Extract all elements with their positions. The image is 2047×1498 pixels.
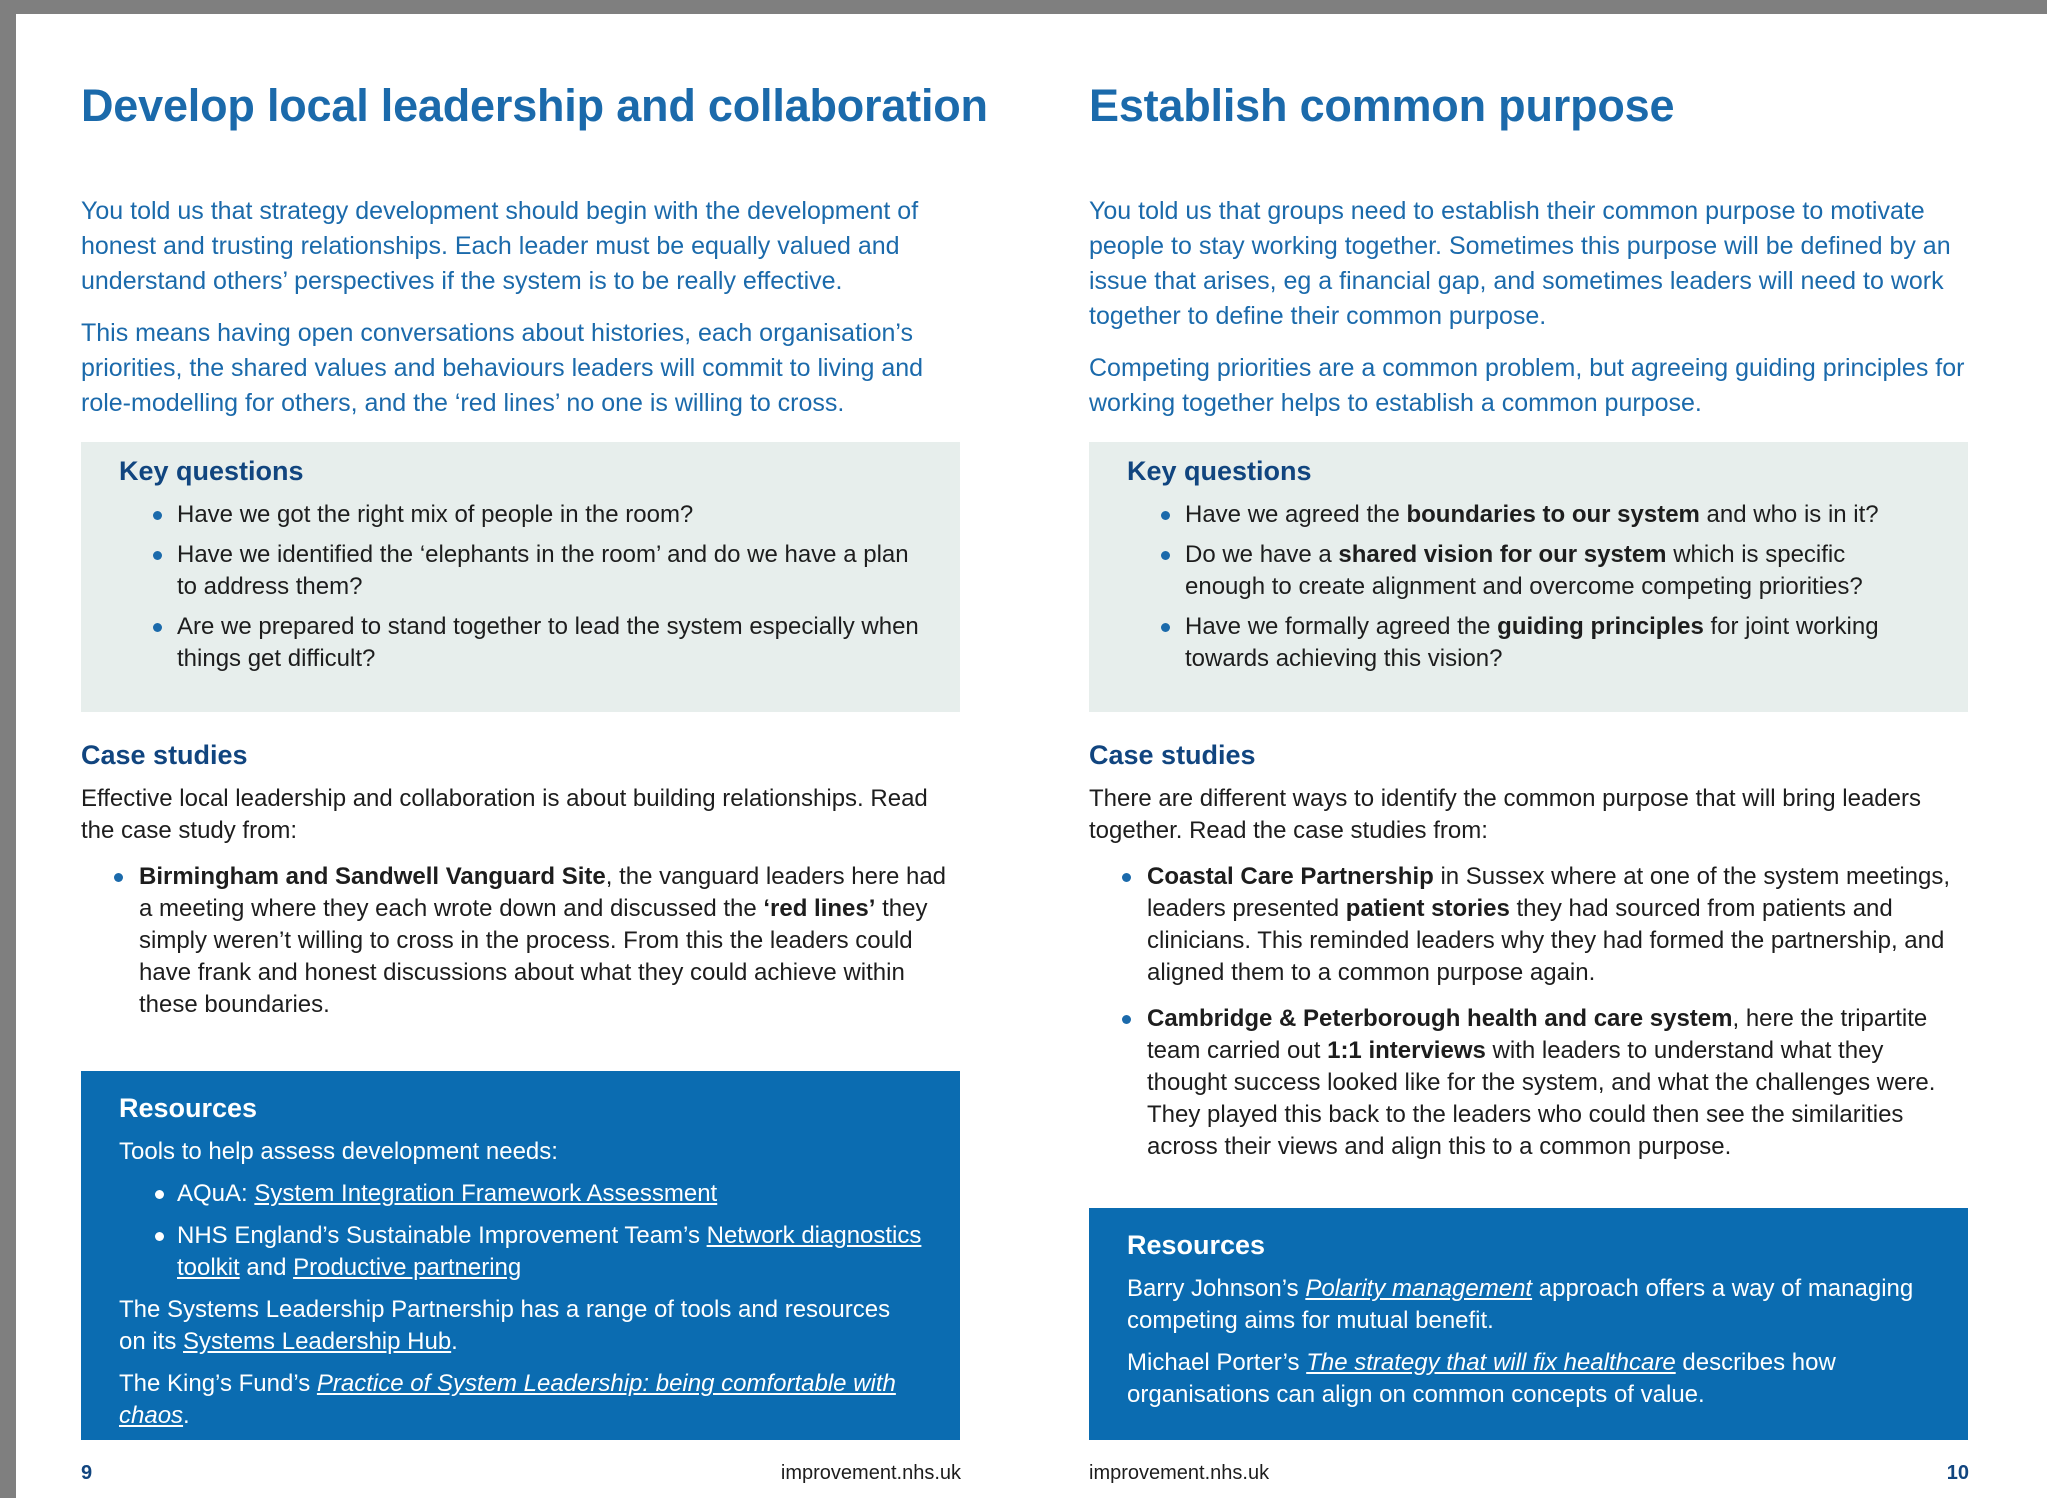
list-item [119, 1178, 922, 1210]
list-item: Are we prepared to stand together to lead the system especially when things get difficult? [119, 611, 922, 675]
resource-text: describes how organisations can align on common concepts of value. [1127, 1349, 1836, 1408]
practice-of-system-leadership-link[interactable]: Practice of System Leadership: being comfortable with chaos [119, 1370, 896, 1429]
case-study-text: in Sussex where at one of the system meetings, leaders presented [1147, 863, 1951, 922]
question-text: Do we have a [1185, 541, 1339, 568]
resource-text: Barry Johnson’s [1127, 1275, 1306, 1302]
case-study-name: Coastal Care Partnership [1147, 863, 1434, 890]
resources-paragraph [119, 1294, 922, 1358]
list-item [1127, 539, 1930, 603]
question-emphasis: shared vision for our system [1338, 541, 1667, 568]
resources-heading: Resources [1127, 1230, 1266, 1260]
page-number: 9 [81, 1462, 93, 1484]
case-study-text: , the vanguard leaders here had a meeting where they each wrote down and discussed the [139, 863, 947, 922]
case-studies-intro: Effective local leadership and collaboration is about building relationships. Read the case study from: [81, 785, 928, 844]
list-item [81, 861, 961, 1021]
case-study-text: they had sourced from patients and clinicians. This reminded leaders why they had formed the partnership, and aligned them to a common purpose again. [1147, 895, 1945, 986]
case-studies-section [1089, 740, 1969, 1177]
intro-text [81, 194, 961, 438]
resource-text: The Systems Leadership Partnership has a range of tools and resources on its [119, 1296, 891, 1355]
key-questions-heading: Key questions [119, 456, 304, 486]
resources-list [119, 1178, 922, 1284]
list-item [1089, 1003, 1969, 1163]
list-item [1127, 611, 1930, 675]
resource-text: approach offers a way of managing competing aims for mutual benefit. [1127, 1275, 1914, 1334]
intro-text [1089, 194, 1969, 438]
resources-paragraph [1127, 1347, 1930, 1411]
list-item: Have we got the right mix of people in the room? [119, 499, 922, 531]
case-studies-list [81, 861, 961, 1021]
page-title: Establish common purpose [1089, 80, 1675, 131]
case-study-text: they simply weren’t willing to cross in the process. From this the leaders could have frank and honest discussions about what they could achieve within these boundaries. [139, 895, 928, 1018]
strategy-fix-healthcare-link[interactable]: The strategy that will fix healthcare [1306, 1349, 1676, 1376]
key-questions-box [81, 442, 960, 712]
question-text: and who is in it? [1699, 501, 1879, 528]
resources-box [1089, 1208, 1968, 1440]
case-study-emphasis: patient stories [1345, 895, 1510, 922]
systems-leadership-hub-link[interactable]: Systems Leadership Hub [183, 1328, 452, 1355]
key-questions-list [1127, 499, 1930, 675]
resource-text: Michael Porter’s [1127, 1349, 1307, 1376]
case-studies-section [81, 740, 961, 1035]
system-integration-link[interactable]: System Integration Framework Assessment [254, 1180, 718, 1207]
resource-text: . [183, 1402, 190, 1429]
resource-text: and [239, 1254, 294, 1281]
resources-box [81, 1071, 960, 1440]
resources-heading: Resources [119, 1093, 258, 1123]
case-studies-intro: There are different ways to identify the common purpose that will bring leaders together. Read the case studies from: [1089, 785, 1921, 844]
document-spread [16, 14, 2047, 1498]
case-studies-heading: Case studies [81, 740, 248, 770]
footer-site: improvement.nhs.uk [1089, 1462, 1270, 1484]
intro-paragraph: You told us that groups need to establish their common purpose to motivate people to stay working together. Sometimes this purpose will be defined by an issue that arises, eg a financial gap, and sometimes leaders will need to work together to define their common purpose. [1089, 197, 1951, 330]
intro-paragraph: This means having open conversations about histories, each organisation’s priorities, the shared values and behaviours leaders will commit to living and role-modelling for others, and the ‘red lines’ no one is willing to cross. [81, 319, 924, 417]
case-study-name: Birmingham and Sandwell Vanguard Site [139, 863, 606, 890]
key-questions-heading: Key questions [1127, 456, 1312, 486]
case-study-emphasis: 1:1 interviews [1327, 1037, 1486, 1064]
question-emphasis: boundaries to our system [1406, 501, 1700, 528]
resource-prefix: AQuA: [177, 1180, 255, 1207]
resource-text: . [451, 1328, 458, 1355]
question-text: which is specific enough to create alignment and overcome competing priorities? [1185, 541, 1863, 600]
resource-text: The King’s Fund’s [119, 1370, 317, 1397]
list-item: Have we identified the ‘elephants in the room’ and do we have a plan to address them? [119, 539, 922, 603]
network-diagnostics-link[interactable]: Network diagnostics toolkit [177, 1222, 922, 1281]
case-studies-heading: Case studies [1089, 740, 1256, 770]
resources-intro: Tools to help assess development needs: [119, 1138, 558, 1165]
page-number: 10 [1946, 1462, 1969, 1484]
footer-site: improvement.nhs.uk [780, 1462, 961, 1484]
resources-paragraph [119, 1368, 922, 1432]
list-item [1127, 499, 1930, 531]
intro-paragraph: Competing priorities are a common problem, but agreeing guiding principles for working together helps to establish a common purpose. [1089, 354, 1965, 417]
list-item [119, 1220, 922, 1284]
intro-paragraph: You told us that strategy development should begin with the development of honest and trusting relationships. Each leader must be equally valued and understand others’ perspectives if the system is to be really effective. [81, 197, 919, 295]
case-study-emphasis: ‘red lines’ [763, 895, 876, 922]
case-study-text: , here the tripartite team carried out [1147, 1005, 1928, 1064]
question-text: Have we agreed the [1185, 501, 1407, 528]
productive-partnering-link[interactable]: Productive partnering [293, 1254, 522, 1281]
case-study-name: Cambridge & Peterborough health and care system [1147, 1005, 1733, 1032]
case-studies-list [1089, 861, 1969, 1163]
key-questions-list [119, 499, 922, 675]
case-study-text: with leaders to understand what they thought success looked like for the system, and what the challenges were. They played this back to the leaders who could then see the similarities across their views and align this to a common purpose. [1147, 1037, 1936, 1160]
question-text: for joint working towards achieving this vision? [1185, 613, 1879, 672]
question-text: Have we formally agreed the [1185, 613, 1498, 640]
question-emphasis: guiding principles [1497, 613, 1704, 640]
polarity-management-link[interactable]: Polarity management [1305, 1275, 1533, 1302]
page-title: Develop local leadership and collaboration [81, 80, 988, 131]
resource-prefix: NHS England’s Sustainable Improvement Team’s [177, 1222, 707, 1249]
resources-paragraph [1127, 1273, 1930, 1337]
list-item [1089, 861, 1969, 989]
key-questions-box [1089, 442, 1968, 712]
